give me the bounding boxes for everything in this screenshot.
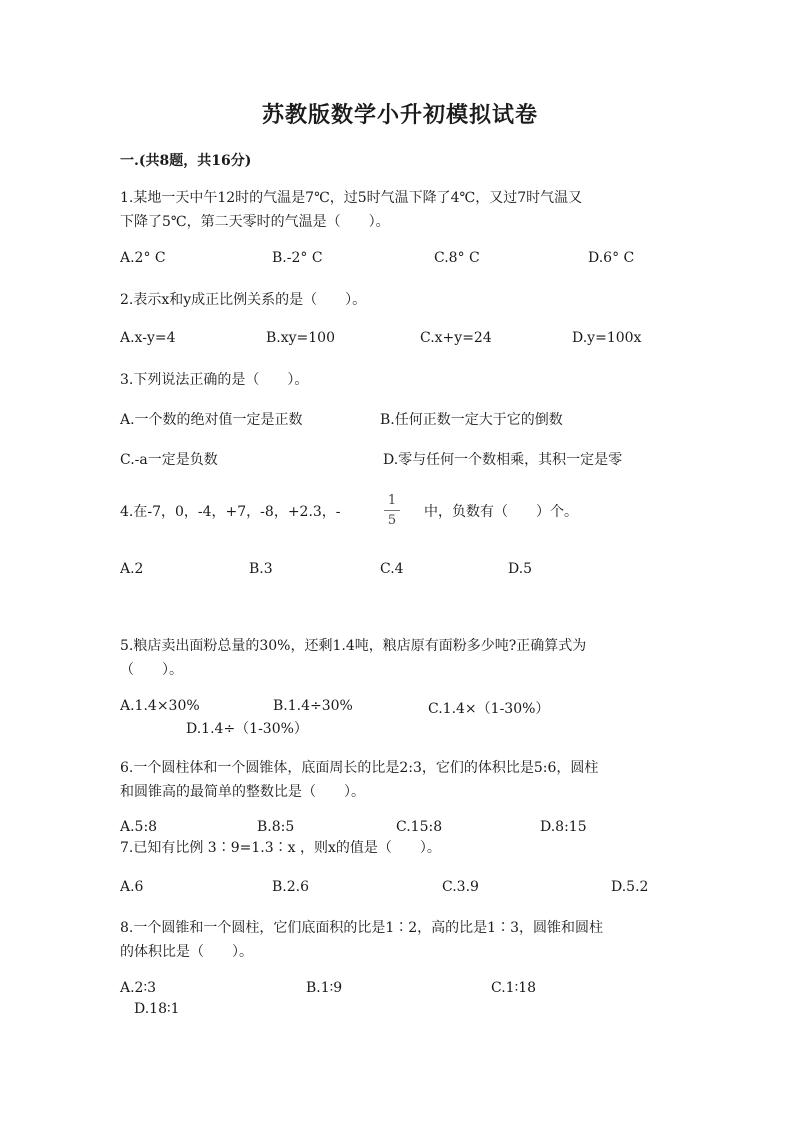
- question-7-option-d[interactable]: D.5.2: [611, 879, 649, 895]
- page-title: 苏教版数学小升初模拟试卷: [261, 102, 538, 128]
- question-2-option-a[interactable]: A.x-y=4: [120, 330, 176, 346]
- question-4-option-d[interactable]: D.5: [508, 561, 533, 577]
- question-6-text-line2: 和圆锥高的最简单的整数比是（ ）。: [120, 784, 365, 800]
- question-3-option-d[interactable]: D.零与任何一个数相乘，其积一定是零: [383, 452, 623, 468]
- question-4-text: 4.在-7，0，-4，+7，-8，+2.3，-: [120, 504, 341, 520]
- question-6-option-c[interactable]: C.15:8: [396, 819, 443, 835]
- question-8-option-c[interactable]: C.1∶18: [491, 980, 537, 996]
- question-5-text: 5.粮店卖出面粉总量的30%，还剩1.4吨，粮店原有面粉多少吨?正确算式为: [120, 638, 587, 654]
- question-4-option-a[interactable]: A.2: [120, 561, 144, 577]
- fraction-numerator: 1: [387, 493, 397, 508]
- question-1-option-b[interactable]: B.-2° C: [272, 250, 323, 266]
- question-1-text-line2: 下降了5℃，第二天零时的气温是（ ）。: [120, 214, 390, 230]
- question-3-option-b[interactable]: B.任何正数一定大于它的倒数: [380, 412, 563, 428]
- question-1-option-c[interactable]: C.8° C: [434, 250, 480, 266]
- question-5-option-d[interactable]: D.1.4÷（1-30%）: [186, 721, 308, 737]
- question-4-option-c[interactable]: C.4: [380, 561, 404, 577]
- question-7-option-c[interactable]: C.3.9: [442, 879, 479, 895]
- question-1-option-a[interactable]: A.2° C: [120, 250, 166, 266]
- question-6-option-a[interactable]: A.5:8: [120, 819, 158, 835]
- question-2-text: 2.表示x和y成正比例关系的是（ ）。: [120, 292, 367, 308]
- question-7-option-b[interactable]: B.2.6: [272, 879, 310, 895]
- question-6-text: 6.一个圆柱体和一个圆锥体，底面周长的比是2:3，它们的体积比是5:6，圆柱: [120, 760, 599, 776]
- question-3-option-a[interactable]: A.一个数的绝对值一定是正数: [120, 412, 303, 428]
- question-8-option-d[interactable]: D.18∶1: [134, 1001, 180, 1017]
- question-2-option-d[interactable]: D.y=100x: [572, 330, 642, 346]
- question-3-option-c[interactable]: C.-a一定是负数: [120, 452, 218, 468]
- question-5-text-line2: （ ）。: [120, 662, 183, 678]
- question-7-option-a[interactable]: A.6: [120, 879, 144, 895]
- question-6-option-d[interactable]: D.8:15: [540, 819, 587, 835]
- question-5-option-a[interactable]: A.1.4×30%: [120, 698, 200, 714]
- question-1-option-d[interactable]: D.6° C: [588, 250, 635, 266]
- fraction-denominator: 5: [387, 513, 397, 528]
- question-7-text: 7.已知有比例 3∶9=1.3∶x ，则x的值是（ ）。: [120, 840, 441, 856]
- question-5-option-b[interactable]: B.1.4÷30%: [273, 698, 353, 714]
- question-8-option-a[interactable]: A.2∶3: [120, 980, 157, 996]
- question-8-text-line2: 的体积比是（ ）。: [120, 944, 253, 960]
- fraction-bar: [384, 510, 400, 511]
- question-8-text: 8.一个圆锥和一个圆柱，它们底面积的比是1∶2，高的比是1∶3，圆锥和圆柱: [120, 920, 603, 936]
- fraction-one-fifth: [383, 493, 401, 528]
- question-4-option-b[interactable]: B.3: [249, 561, 273, 577]
- question-3-text: 3.下列说法正确的是（ ）。: [120, 372, 309, 388]
- question-2-option-b[interactable]: B.xy=100: [266, 330, 335, 346]
- question-6-option-b[interactable]: B.8:5: [257, 819, 295, 835]
- question-4-text-after: 中，负数有（ ）个。: [424, 504, 578, 520]
- question-1-text: 1.某地一天中午12时的气温是7℃，过5时气温下降了4℃，又过7时气温又: [120, 190, 583, 206]
- section-heading: 一.(共8题，共16分): [120, 153, 252, 169]
- question-2-option-c[interactable]: C.x+y=24: [420, 330, 492, 346]
- question-5-option-c[interactable]: C.1.4×（1-30%）: [428, 701, 550, 717]
- question-8-option-b[interactable]: B.1∶9: [306, 980, 343, 996]
